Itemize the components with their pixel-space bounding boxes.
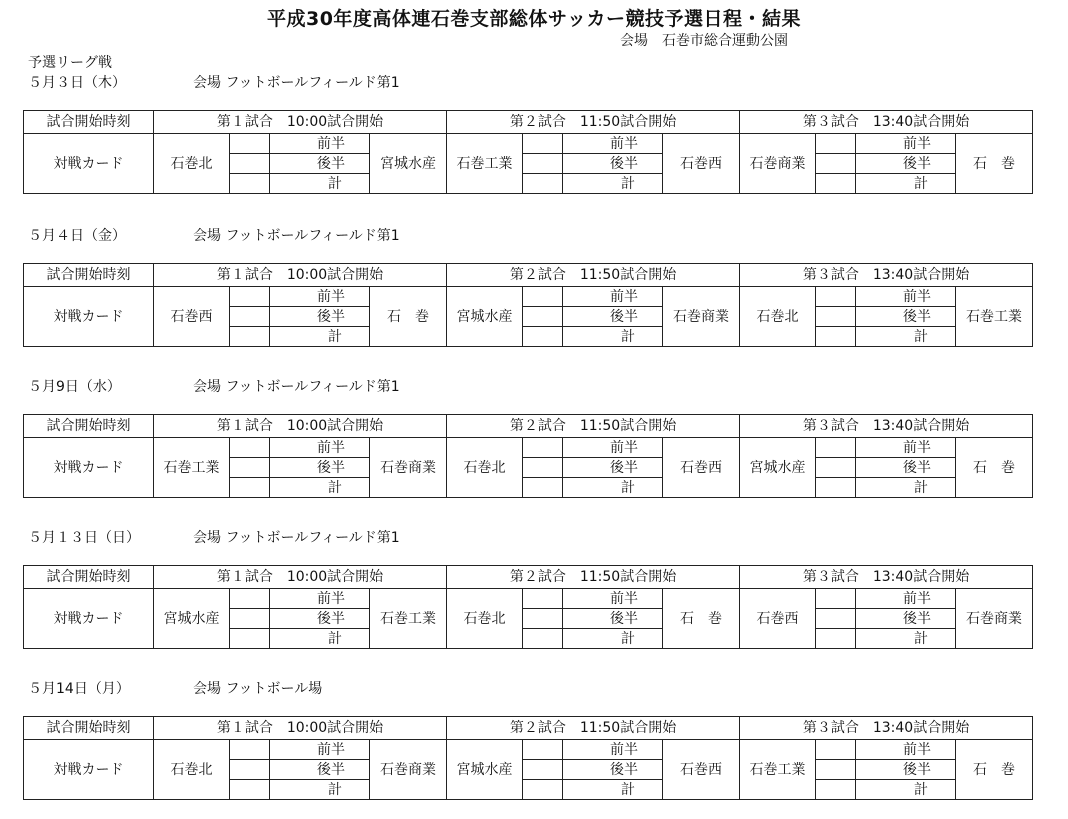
card-header: 対戦カード: [24, 740, 154, 800]
first-half-label: 前半: [270, 287, 370, 307]
home-team: 宮城水産: [740, 438, 816, 498]
home-score-first-half: [230, 287, 270, 307]
second-half-label: 後半: [856, 307, 956, 327]
home-score-first-half: [230, 589, 270, 609]
home-score-first-half: [816, 134, 856, 154]
home-team: 石巻商業: [740, 134, 816, 194]
home-score-first-half: [816, 589, 856, 609]
away-team: 石 巻: [956, 134, 1033, 194]
home-score-total: [816, 174, 856, 194]
home-team: 石巻北: [447, 438, 523, 498]
first-half-label: 前半: [856, 438, 956, 458]
first-half-label: 前半: [856, 589, 956, 609]
first-half-label: 前半: [270, 134, 370, 154]
home-score-total: [523, 478, 563, 498]
home-team: 石巻北: [740, 287, 816, 347]
home-score-first-half: [230, 438, 270, 458]
second-half-label: 後半: [563, 458, 663, 478]
match-time-label: 第１試合 10:00試合開始: [154, 566, 447, 589]
total-label: 計: [856, 780, 956, 800]
away-team: 石巻西: [663, 134, 740, 194]
card-header: 対戦カード: [24, 438, 154, 498]
away-team: 石巻商業: [956, 589, 1033, 649]
second-half-label: 後半: [270, 154, 370, 174]
home-score-total: [230, 629, 270, 649]
page-title: 平成30年度高体連石巻支部総体サッカー競技予選日程・結果: [266, 8, 802, 30]
total-label: 計: [856, 478, 956, 498]
schedule-table: [23, 565, 1033, 649]
home-score-total: [816, 780, 856, 800]
total-label: 計: [270, 478, 370, 498]
home-team: 宮城水産: [154, 589, 230, 649]
home-score-second-half: [523, 154, 563, 174]
home-team: 石巻北: [447, 589, 523, 649]
second-half-label: 後半: [270, 760, 370, 780]
schedule-table: [23, 110, 1033, 194]
home-team: 石巻北: [154, 740, 230, 800]
home-score-second-half: [230, 154, 270, 174]
first-half-label: 前半: [270, 589, 370, 609]
match-time-label: 第２試合 11:50試合開始: [447, 717, 740, 740]
home-score-first-half: [523, 438, 563, 458]
home-score-total: [230, 780, 270, 800]
match-time-label: 第３試合 13:40試合開始: [740, 264, 1033, 287]
away-team: 石巻商業: [370, 438, 447, 498]
first-half-label: 前半: [856, 287, 956, 307]
home-score-first-half: [816, 740, 856, 760]
second-half-label: 後半: [856, 458, 956, 478]
second-half-label: 後半: [563, 609, 663, 629]
match-date: ５月14日（月）: [28, 681, 130, 697]
match-time-label: 第２試合 11:50試合開始: [447, 415, 740, 438]
home-score-first-half: [523, 134, 563, 154]
first-half-label: 前半: [563, 287, 663, 307]
home-score-total: [230, 327, 270, 347]
home-score-second-half: [523, 760, 563, 780]
schedule-table: [23, 414, 1033, 498]
schedule-table: [23, 263, 1033, 347]
home-team: 石巻北: [154, 134, 230, 194]
first-half-label: 前半: [270, 740, 370, 760]
second-half-label: 後半: [270, 609, 370, 629]
day-venue: 会場 フットボールフィールド第1: [193, 228, 400, 244]
total-label: 計: [563, 629, 663, 649]
match-date: ５月9日（水）: [28, 379, 121, 395]
total-label: 計: [563, 780, 663, 800]
second-half-label: 後半: [563, 760, 663, 780]
home-score-second-half: [816, 307, 856, 327]
first-half-label: 前半: [563, 589, 663, 609]
match-date: ５月４日（金）: [28, 228, 126, 244]
away-team: 宮城水産: [370, 134, 447, 194]
home-score-total: [230, 478, 270, 498]
start-time-header: 試合開始時刻: [24, 717, 154, 740]
home-score-first-half: [523, 740, 563, 760]
home-score-first-half: [230, 740, 270, 760]
card-header: 対戦カード: [24, 589, 154, 649]
match-time-label: 第１試合 10:00試合開始: [154, 415, 447, 438]
home-score-total: [523, 629, 563, 649]
total-label: 計: [856, 629, 956, 649]
away-team: 石巻西: [663, 740, 740, 800]
away-team: 石巻西: [663, 438, 740, 498]
home-score-second-half: [230, 609, 270, 629]
away-team: 石 巻: [370, 287, 447, 347]
away-team: 石巻商業: [663, 287, 740, 347]
second-half-label: 後半: [270, 307, 370, 327]
first-half-label: 前半: [563, 438, 663, 458]
away-team: 石 巻: [663, 589, 740, 649]
match-time-label: 第３試合 13:40試合開始: [740, 717, 1033, 740]
match-date: ５月１３日（日）: [28, 530, 140, 546]
home-team: 石巻工業: [447, 134, 523, 194]
card-header: 対戦カード: [24, 134, 154, 194]
home-score-total: [816, 629, 856, 649]
first-half-label: 前半: [563, 134, 663, 154]
home-score-first-half: [523, 287, 563, 307]
league-label: 予選リーグ戦: [28, 55, 112, 71]
match-time-label: 第１試合 10:00試合開始: [154, 717, 447, 740]
match-time-label: 第１試合 10:00試合開始: [154, 111, 447, 134]
home-score-total: [230, 174, 270, 194]
match-time-label: 第３試合 13:40試合開始: [740, 566, 1033, 589]
home-score-second-half: [230, 760, 270, 780]
first-half-label: 前半: [563, 740, 663, 760]
second-half-label: 後半: [563, 154, 663, 174]
start-time-header: 試合開始時刻: [24, 264, 154, 287]
total-label: 計: [270, 327, 370, 347]
second-half-label: 後半: [270, 458, 370, 478]
home-team: 石巻工業: [154, 438, 230, 498]
home-score-total: [523, 780, 563, 800]
total-label: 計: [270, 174, 370, 194]
total-label: 計: [270, 629, 370, 649]
first-half-label: 前半: [856, 740, 956, 760]
total-label: 計: [563, 327, 663, 347]
home-team: 石巻工業: [740, 740, 816, 800]
home-score-first-half: [816, 438, 856, 458]
second-half-label: 後半: [856, 760, 956, 780]
total-label: 計: [563, 478, 663, 498]
away-team: 石巻工業: [370, 589, 447, 649]
first-half-label: 前半: [856, 134, 956, 154]
home-score-second-half: [816, 154, 856, 174]
home-score-first-half: [523, 589, 563, 609]
away-team: 石巻商業: [370, 740, 447, 800]
home-team: 宮城水産: [447, 740, 523, 800]
card-header: 対戦カード: [24, 287, 154, 347]
schedule-table: [23, 716, 1033, 800]
home-score-second-half: [816, 458, 856, 478]
home-score-second-half: [816, 760, 856, 780]
match-date: ５月３日（木）: [28, 75, 126, 91]
total-label: 計: [856, 327, 956, 347]
total-label: 計: [856, 174, 956, 194]
home-score-total: [816, 327, 856, 347]
home-score-second-half: [816, 609, 856, 629]
start-time-header: 試合開始時刻: [24, 111, 154, 134]
total-label: 計: [270, 780, 370, 800]
home-score-second-half: [523, 307, 563, 327]
day-venue: 会場 フットボールフィールド第1: [193, 75, 400, 91]
away-team: 石 巻: [956, 740, 1033, 800]
start-time-header: 試合開始時刻: [24, 415, 154, 438]
home-score-first-half: [816, 287, 856, 307]
home-score-total: [816, 478, 856, 498]
second-half-label: 後半: [563, 307, 663, 327]
day-venue: 会場 フットボールフィールド第1: [193, 379, 400, 395]
home-score-total: [523, 174, 563, 194]
start-time-header: 試合開始時刻: [24, 566, 154, 589]
away-team: 石巻工業: [956, 287, 1033, 347]
first-half-label: 前半: [270, 438, 370, 458]
main-venue: 会場 石巻市総合運動公園: [620, 33, 788, 49]
home-score-second-half: [230, 307, 270, 327]
match-time-label: 第３試合 13:40試合開始: [740, 111, 1033, 134]
match-time-label: 第３試合 13:40試合開始: [740, 415, 1033, 438]
match-time-label: 第１試合 10:00試合開始: [154, 264, 447, 287]
home-team: 石巻西: [740, 589, 816, 649]
home-team: 石巻西: [154, 287, 230, 347]
second-half-label: 後半: [856, 154, 956, 174]
home-score-second-half: [230, 458, 270, 478]
home-score-second-half: [523, 609, 563, 629]
match-time-label: 第２試合 11:50試合開始: [447, 111, 740, 134]
home-score-total: [523, 327, 563, 347]
away-team: 石 巻: [956, 438, 1033, 498]
second-half-label: 後半: [856, 609, 956, 629]
home-score-first-half: [230, 134, 270, 154]
match-time-label: 第２試合 11:50試合開始: [447, 566, 740, 589]
total-label: 計: [563, 174, 663, 194]
home-team: 宮城水産: [447, 287, 523, 347]
day-venue: 会場 フットボール場: [193, 681, 323, 697]
match-time-label: 第２試合 11:50試合開始: [447, 264, 740, 287]
home-score-second-half: [523, 458, 563, 478]
day-venue: 会場 フットボールフィールド第1: [193, 530, 400, 546]
